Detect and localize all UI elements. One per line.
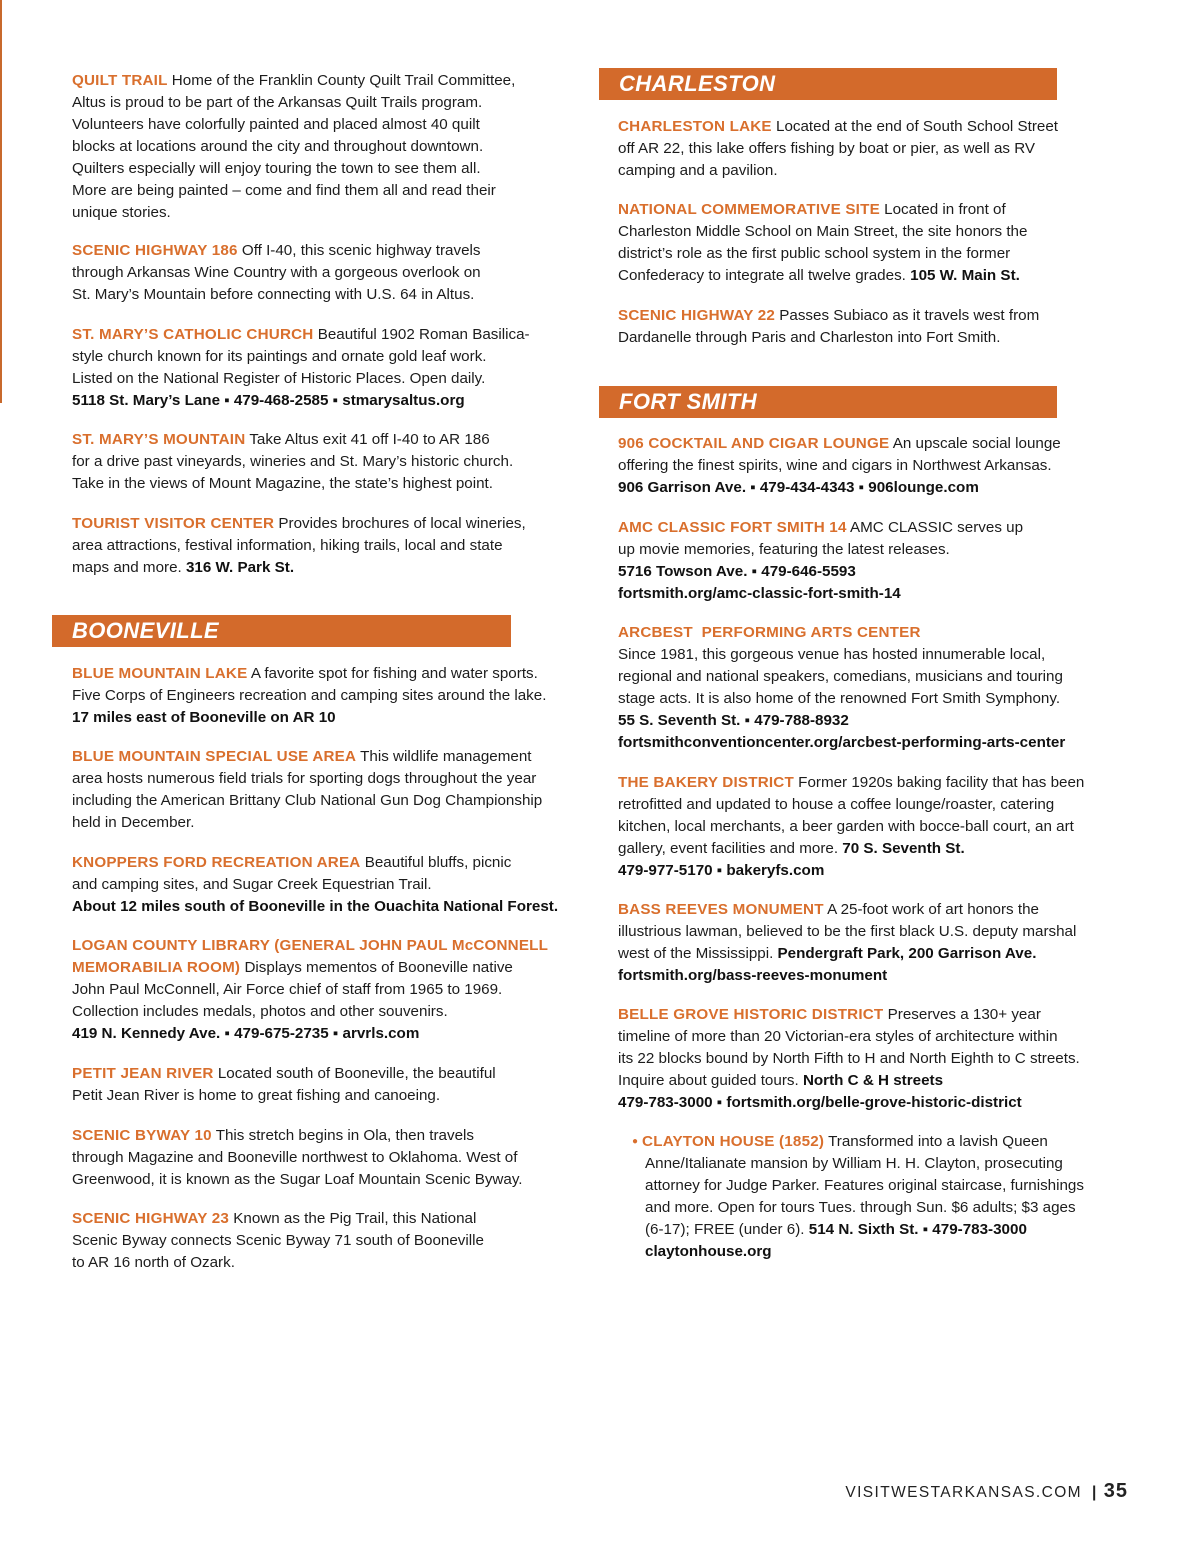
listing-text: Confederacy to integrate all twelve grades. bbox=[618, 267, 906, 284]
listing-text: for a drive past vineyards, wineries and St. Mary’s historic church. bbox=[72, 453, 514, 470]
listing-contact: 5118 St. Mary’s Lane ▪ 479-468-2585 ▪ stmarysaltus.org bbox=[72, 392, 465, 409]
listing-text: A favorite spot for fishing and water sports. bbox=[250, 665, 538, 682]
listing-st-marys-church bbox=[72, 324, 530, 412]
page-number: 35 bbox=[1103, 1480, 1128, 1502]
listing-text: timeline of more than 20 Victorian-era styles of architecture within bbox=[618, 1028, 1058, 1045]
listing-name: BASS REEVES MONUMENT bbox=[618, 901, 824, 918]
listing-name: ARCBEST PERFORMING ARTS CENTER bbox=[618, 624, 921, 641]
listing-text: Dardanelle through Paris and Charleston into Fort Smith. bbox=[618, 329, 1001, 346]
listing-name: SCENIC HIGHWAY 22 bbox=[618, 307, 776, 324]
listing-name: THE BAKERY DISTRICT bbox=[618, 774, 794, 791]
listing-text: held in December. bbox=[72, 814, 195, 831]
listing-name: CHARLESTON LAKE bbox=[618, 118, 772, 135]
listing-text: An upscale social lounge bbox=[892, 435, 1061, 452]
listing-scenic-byway-10 bbox=[72, 1125, 523, 1191]
listing-text: and camping sites, and Sugar Creek Equestrian Trail. bbox=[72, 876, 432, 893]
listing-text: Beautiful bluffs, picnic bbox=[364, 854, 512, 871]
listing-text: Quilters especially will enjoy touring the town to see them all. bbox=[72, 160, 481, 177]
listing-contact: 55 S. Seventh St. ▪ 479-788-8932 bbox=[618, 712, 849, 729]
listing-address: 316 W. Park St. bbox=[185, 559, 295, 576]
listing-contact: 479-977-5170 ▪ bakeryfs.com bbox=[618, 862, 825, 879]
listing-text: Former 1920s baking facility that has been bbox=[798, 774, 1085, 791]
listing-name: CLAYTON HOUSE (1852) bbox=[642, 1133, 825, 1150]
listing-text: off AR 22, this lake offers fishing by boat or pier, as well as RV bbox=[618, 140, 1036, 157]
listing-text: Known as the Pig Trail, this National bbox=[233, 1210, 477, 1227]
listing-contact: 479-783-3000 ▪ fortsmith.org/belle-grove-historic-district bbox=[618, 1094, 1022, 1111]
listing-st-marys-mountain bbox=[72, 429, 513, 495]
section-header-booneville: BOONEVILLE bbox=[52, 615, 511, 647]
listing-name: BLUE MOUNTAIN SPECIAL USE AREA bbox=[72, 748, 357, 765]
listing-name: SCENIC HIGHWAY 186 bbox=[72, 242, 238, 259]
listing-name: ST. MARY’S CATHOLIC CHURCH bbox=[72, 326, 314, 343]
listing-contact: 5716 Towson Ave. ▪ 479-646-5593 bbox=[618, 563, 856, 580]
listing-text: retrofitted and updated to house a coffee lounge/roaster, catering bbox=[618, 796, 1055, 813]
listing-knoppers-ford bbox=[72, 852, 558, 918]
listing-name: AMC CLASSIC FORT SMITH 14 bbox=[618, 519, 847, 536]
listing-text: Volunteers have colorfully painted and placed almost 40 quilt bbox=[72, 116, 480, 133]
listing-quilt-trail bbox=[72, 70, 515, 224]
listing-text: its 22 blocks bound by North Fifth to H and North Eighth to C streets. bbox=[618, 1050, 1080, 1067]
listing-text: Displays mementos of Booneville native bbox=[244, 959, 513, 976]
listing-text: camping and a pavilion. bbox=[618, 162, 778, 179]
listing-text: Inquire about guided tours. bbox=[618, 1072, 799, 1089]
listing-text: St. Mary’s Mountain before connecting with U.S. 64 in Altus. bbox=[72, 286, 475, 303]
listing-name-cont: MEMORABILIA ROOM) bbox=[72, 959, 241, 976]
footer-website: VISITWESTARKANSAS.COM bbox=[845, 1484, 1082, 1501]
listing-text: and more. Open for tours Tues. through Sun. $6 adults; $3 ages bbox=[645, 1199, 1076, 1216]
listing-text: A 25-foot work of art honors the bbox=[827, 901, 1039, 918]
listing-906-lounge bbox=[618, 433, 1061, 499]
listing-text: district’s role as the first public school system in the former bbox=[618, 245, 1011, 262]
listing-text: Since 1981, this gorgeous venue has hosted innumerable local, bbox=[618, 646, 1046, 663]
listing-website: fortsmith.org/bass-reeves-monument bbox=[618, 967, 888, 984]
listing-text: offering the finest spirits, wine and cigars in Northwest Arkansas. bbox=[618, 457, 1052, 474]
listing-text: to AR 16 north of Ozark. bbox=[72, 1254, 235, 1271]
listing-text: (6-17); FREE (under 6). bbox=[645, 1221, 805, 1238]
listing-scenic-highway-22 bbox=[618, 305, 1039, 349]
listing-text: Five Corps of Engineers recreation and camping sites around the lake. bbox=[72, 687, 547, 704]
listing-text: This stretch begins in Ola, then travels bbox=[215, 1127, 475, 1144]
listing-blue-mountain-lake bbox=[72, 663, 546, 729]
listing-text: John Paul McConnell, Air Force chief of staff from 1965 to 1969. bbox=[72, 981, 503, 998]
listing-bakery-district bbox=[618, 772, 1084, 882]
listing-name: KNOPPERS FORD RECREATION AREA bbox=[72, 854, 361, 871]
listing-text: Off I-40, this scenic highway travels bbox=[241, 242, 481, 259]
listing-text: Greenwood, it is known as the Sugar Loaf Mountain Scenic Byway. bbox=[72, 1171, 523, 1188]
listing-name: TOURIST VISITOR CENTER bbox=[72, 515, 275, 532]
listing-blue-mountain-special-use bbox=[72, 746, 542, 834]
page-edge-accent bbox=[0, 0, 2, 403]
listing-text: Located south of Booneville, the beautiful bbox=[217, 1065, 496, 1082]
listing-contact: 906 Garrison Ave. ▪ 479-434-4343 ▪ 906lounge.com bbox=[618, 479, 979, 496]
footer-separator: | bbox=[1092, 1484, 1098, 1501]
listing-text: illustrious lawman, believed to be the first black U.S. deputy marshal bbox=[618, 923, 1077, 940]
listing-text: Passes Subiaco as it travels west from bbox=[779, 307, 1040, 324]
listing-address: 105 W. Main St. bbox=[910, 267, 1020, 284]
listing-text: blocks at locations around the city and throughout downtown. bbox=[72, 138, 484, 155]
listing-bass-reeves bbox=[618, 899, 1076, 987]
section-header-fort-smith: FORT SMITH bbox=[599, 386, 1057, 418]
listing-name: ST. MARY’S MOUNTAIN bbox=[72, 431, 246, 448]
listing-text: Transformed into a lavish Queen bbox=[828, 1133, 1048, 1150]
section-header-charleston: CHARLESTON bbox=[599, 68, 1057, 100]
listing-text: Provides brochures of local wineries, bbox=[278, 515, 526, 532]
listing-text: Petit Jean River is home to great fishing and canoeing. bbox=[72, 1087, 441, 1104]
listing-scenic-highway-23 bbox=[72, 1208, 484, 1274]
listing-text: Take Altus exit 41 off I-40 to AR 186 bbox=[249, 431, 490, 448]
listing-text: stage acts. It is also home of the renowned Fort Smith Symphony. bbox=[618, 690, 1061, 707]
listing-text: Collection includes medals, photos and other souvenirs. bbox=[72, 1003, 448, 1020]
listing-contact: 419 N. Kennedy Ave. ▪ 479-675-2735 ▪ arvrls.com bbox=[72, 1025, 420, 1042]
listing-address: Pendergraft Park, 200 Garrison Ave. bbox=[777, 945, 1037, 962]
page-footer bbox=[845, 1480, 1128, 1503]
listing-name: 906 COCKTAIL AND CIGAR LOUNGE bbox=[618, 435, 890, 452]
listing-text: gallery, event facilities and more. bbox=[618, 840, 839, 857]
listing-text: Charleston Middle School on Main Street, the site honors the bbox=[618, 223, 1028, 240]
listing-amc-classic bbox=[618, 517, 1023, 605]
listing-charleston-lake bbox=[618, 116, 1058, 182]
listing-text: Take in the views of Mount Magazine, the state’s highest point. bbox=[72, 475, 493, 492]
listing-address: 70 S. Seventh St. bbox=[842, 840, 965, 857]
listing-text: kitchen, local merchants, a beer garden with bocce-ball court, an art bbox=[618, 818, 1074, 835]
listing-contact: 514 N. Sixth St. ▪ 479-783-3000 bbox=[808, 1221, 1027, 1238]
listing-name: QUILT TRAIL bbox=[72, 72, 168, 89]
listing-text: Home of the Franklin County Quilt Trail Committee, bbox=[171, 72, 516, 89]
listing-clayton-house bbox=[632, 1131, 1084, 1263]
listing-text: west of the Mississippi. bbox=[618, 945, 774, 962]
listing-name: BELLE GROVE HISTORIC DISTRICT bbox=[618, 1006, 884, 1023]
listing-logan-county-library bbox=[72, 935, 548, 1045]
listing-text: Located at the end of South School Street bbox=[776, 118, 1059, 135]
listing-name: PETIT JEAN RIVER bbox=[72, 1065, 214, 1082]
listing-text: unique stories. bbox=[72, 204, 171, 221]
listing-text: AMC CLASSIC serves up bbox=[850, 519, 1024, 536]
listing-text: regional and national speakers, comedians, musicians and touring bbox=[618, 668, 1063, 685]
listing-text: through Arkansas Wine Country with a gorgeous overlook on bbox=[72, 264, 481, 281]
listing-address: North C & H streets bbox=[802, 1072, 944, 1089]
listing-name: SCENIC HIGHWAY 23 bbox=[72, 1210, 230, 1227]
listing-text: maps and more. bbox=[72, 559, 182, 576]
listing-arcbest bbox=[618, 622, 1065, 754]
listing-scenic-highway-186 bbox=[72, 240, 481, 306]
listing-text: including the American Brittany Club National Gun Dog Championship bbox=[72, 792, 543, 809]
listing-text: Listed on the National Register of Historic Places. Open daily. bbox=[72, 370, 486, 387]
listing-location: 17 miles east of Booneville on AR 10 bbox=[72, 709, 336, 726]
listing-petit-jean-river bbox=[72, 1063, 496, 1107]
bullet-icon: ● bbox=[632, 1136, 639, 1147]
listing-text: More are being painted – come and find them all and read their bbox=[72, 182, 496, 199]
listing-text: This wildlife management bbox=[360, 748, 532, 765]
listing-name: BLUE MOUNTAIN LAKE bbox=[72, 665, 248, 682]
listing-website: fortsmith.org/amc-classic-fort-smith-14 bbox=[618, 585, 901, 602]
listing-text: Beautiful 1902 Roman Basilica- bbox=[317, 326, 530, 343]
listing-text: up movie memories, featuring the latest releases. bbox=[618, 541, 950, 558]
listing-text: area hosts numerous field trials for sporting dogs throughout the year bbox=[72, 770, 537, 787]
listing-text: Scenic Byway connects Scenic Byway 71 south of Booneville bbox=[72, 1232, 484, 1249]
listing-text: Anne/Italianate mansion by William H. H. Clayton, prosecuting bbox=[645, 1155, 1063, 1172]
listing-name: NATIONAL COMMEMORATIVE SITE bbox=[618, 201, 880, 218]
listing-belle-grove bbox=[618, 1004, 1080, 1114]
listing-website: claytonhouse.org bbox=[645, 1243, 772, 1260]
listing-text: Preserves a 130+ year bbox=[887, 1006, 1041, 1023]
listing-text: style church known for its paintings and ornate gold leaf work. bbox=[72, 348, 487, 365]
listing-text: attorney for Judge Parker. Features original staircase, furnishings bbox=[645, 1177, 1084, 1194]
listing-text: through Magazine and Booneville northwest to Oklahoma. West of bbox=[72, 1149, 518, 1166]
listing-national-commemorative-site bbox=[618, 199, 1027, 287]
listing-website: fortsmithconventioncenter.org/arcbest-performing-arts-center bbox=[618, 734, 1066, 751]
listing-name: SCENIC BYWAY 10 bbox=[72, 1127, 212, 1144]
listing-text: area attractions, festival information, hiking trails, local and state bbox=[72, 537, 503, 554]
listing-text: Located in front of bbox=[884, 201, 1006, 218]
listing-tourist-visitor-center bbox=[72, 513, 526, 579]
listing-name: LOGAN COUNTY LIBRARY (GENERAL JOHN PAUL McCONNELL bbox=[72, 937, 549, 954]
listing-text: Altus is proud to be part of the Arkansas Quilt Trails program. bbox=[72, 94, 483, 111]
listing-location: About 12 miles south of Booneville in the Ouachita National Forest. bbox=[72, 898, 559, 915]
